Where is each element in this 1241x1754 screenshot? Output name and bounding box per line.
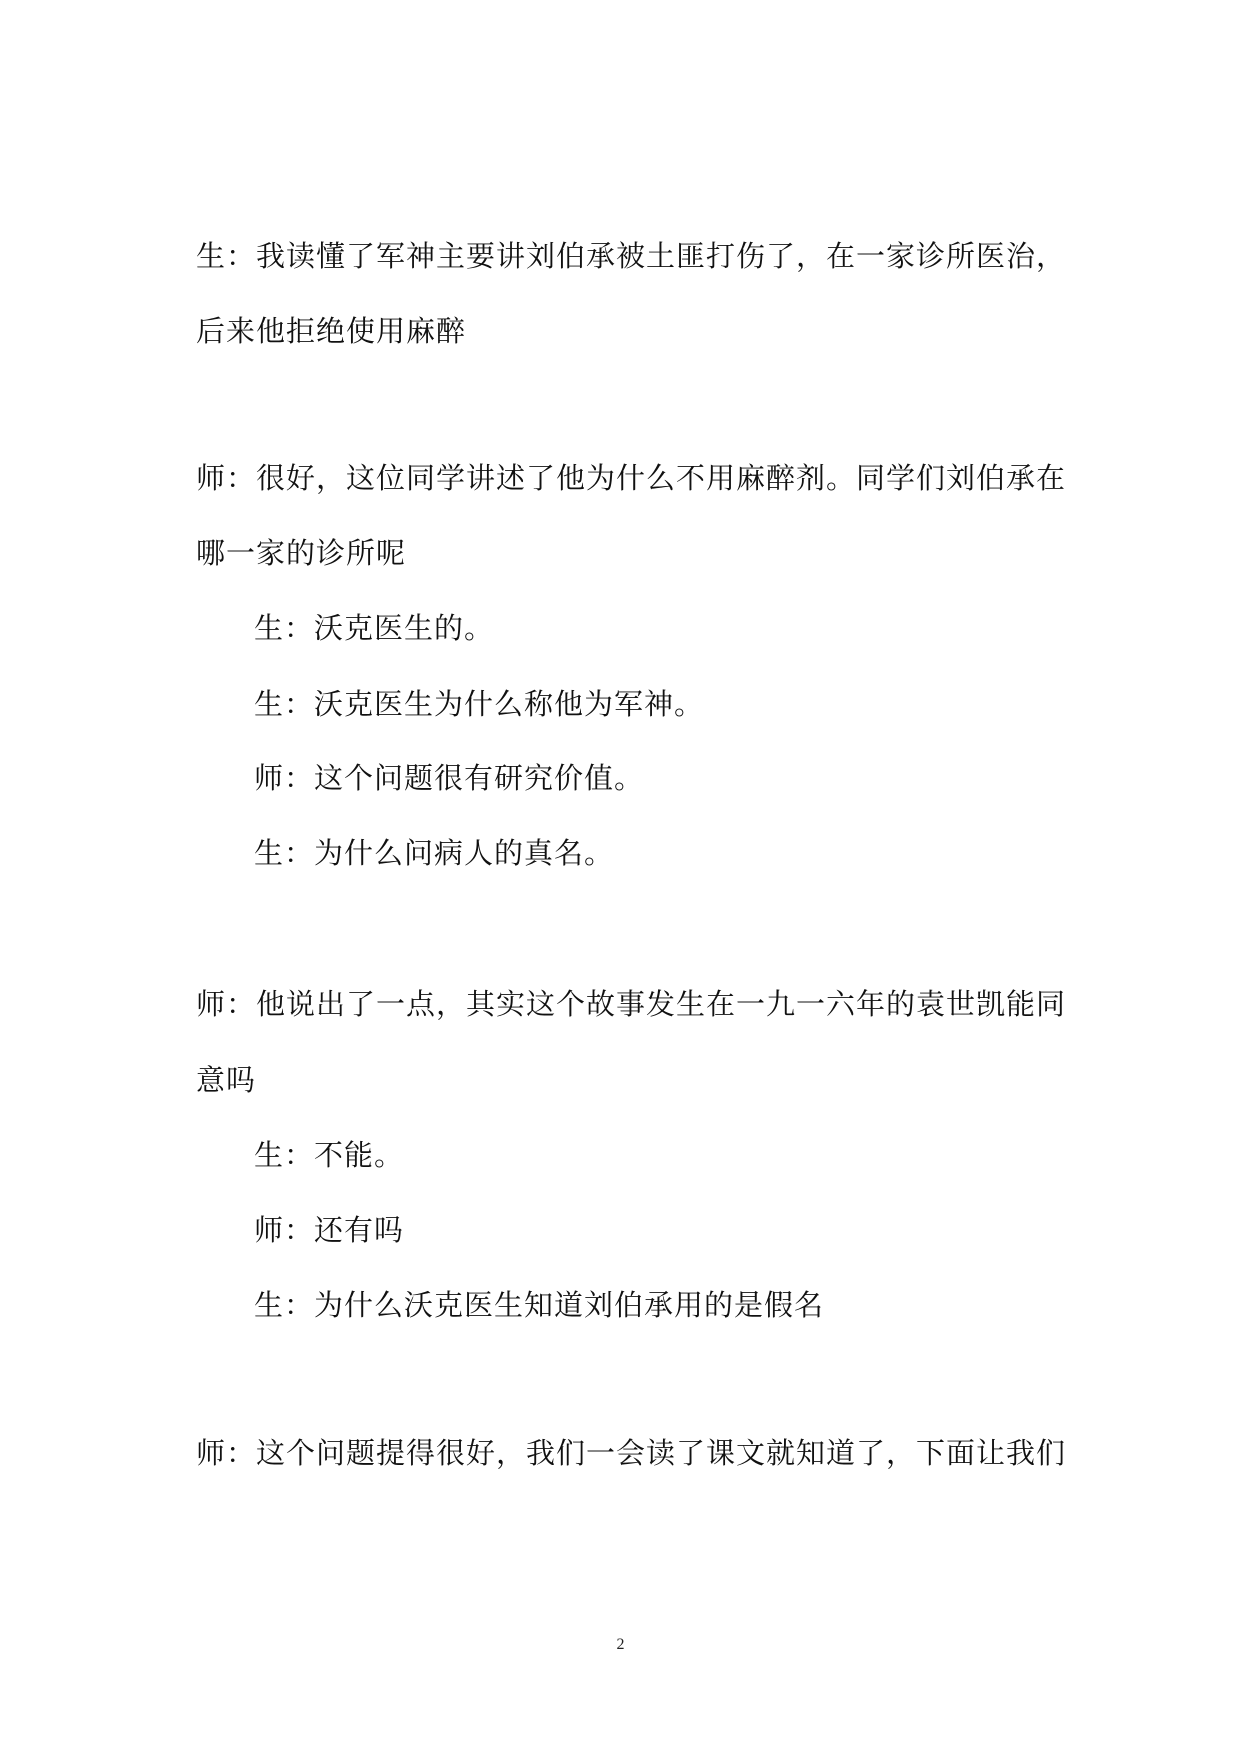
paragraph-line: 生：为什么问病人的真名。 xyxy=(254,836,615,870)
paragraph-line: 生：不能。 xyxy=(254,1138,405,1172)
paragraph-line: 师：他说出了一点，其实这个故事发生在一九一六年的袁世凯能同 xyxy=(196,987,1067,1021)
paragraph-line: 师：这个问题提得很好，我们一会读了课文就知道了，下面让我们 xyxy=(196,1436,1067,1470)
paragraph-line: 生：我读懂了军神主要讲刘伯承被土匪打伤了，在一家诊所医治， xyxy=(196,239,1067,273)
paragraph-line: 师：很好，这位同学讲述了他为什么不用麻醉剂。同学们刘伯承在 xyxy=(196,461,1067,495)
paragraph-line: 师：还有吗 xyxy=(254,1213,405,1247)
paragraph-line: 师：这个问题很有研究价值。 xyxy=(254,761,645,795)
paragraph-line: 生：沃克医生为什么称他为军神。 xyxy=(254,687,705,721)
paragraph-line: 生：为什么沃克医生知道刘伯承用的是假名 xyxy=(254,1288,825,1322)
paragraph-line: 生：沃克医生的。 xyxy=(254,611,495,645)
paragraph-line: 后来他拒绝使用麻醉 xyxy=(196,314,467,348)
page-number: 2 xyxy=(616,1636,625,1653)
paragraph-line: 哪一家的诊所呢 xyxy=(196,536,407,570)
paragraph-line: 意吗 xyxy=(196,1063,257,1097)
